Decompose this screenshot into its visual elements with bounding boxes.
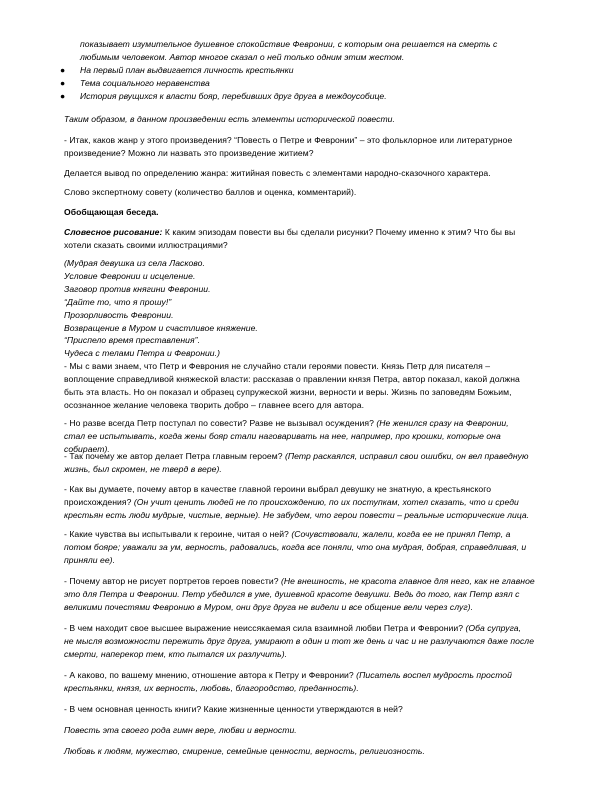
continuation-line: любимым человеком. Автор многое сказал о ней только одним этим жестом.: [80, 51, 405, 62]
author-attitude-paragraph: - А каково, по вашему мнению, отношение автора к Петру и Февронии? (Писатель воспел мудрость простой крестьянки, князя, их верность, любовь, благородство, преданность).: [64, 670, 512, 693]
episode-list: [64, 257, 546, 360]
final-values-paragraph: Любовь к людям, мужество, смирение, семейные ценности, верность, религиозность.: [64, 746, 425, 756]
feelings-paragraph: - Какие чувства вы испытывали к героине, читая о ней? (Сочувствовали, жалели, когда ее не принял Петр, а потом бояре; уважали за ум, верность, радовались, когда все поняли, что она мудрая, добрая, справедливая, и приняли ее).: [64, 529, 527, 565]
expert-council-paragraph: Слово экспертному совету (количество баллов и оценка, комментарий).: [64, 187, 357, 197]
verbal-drawing-paragraph: Словесное рисование: К каким эпизодам повести вы бы сделали рисунки? Почему именно к этим? Что бы вы хотели сказать своими иллюстрациями?: [64, 227, 516, 250]
bullet-icon: ●: [60, 65, 66, 75]
list-item: (Мудрая девушка из села Ласково.: [64, 258, 205, 268]
bullet-icon: ●: [60, 77, 66, 88]
continuation-text: [80, 38, 550, 64]
genre-conclusion-paragraph: Делается вывод по определению жанра: житийная повесть с элементами народно-сказочного характера.: [64, 168, 491, 178]
list-item: Возвращение в Муром и счастливое княжение.: [64, 322, 258, 333]
main-hero-question-paragraph: - Так почему же автор делает Петра главным героем? (Петр раскаялся, исправил свои ошибки, он вел праведную жизнь, был скромен, не тверд в вере).: [64, 451, 529, 474]
list-item: “Приспело время преставления”.: [64, 335, 201, 346]
values-question-paragraph: - В чем основная ценность книги? Какие жизненные ценности утверждаются в ней?: [64, 704, 403, 714]
list-item: ● На первый план выдвигается личность крестьянки: [60, 65, 294, 75]
list-item: ● Тема социального неравенства: [60, 77, 210, 88]
list-item: Прозорливость Февронии.: [64, 309, 174, 320]
list-item: Чудеса с телами Петра и Февронии.): [64, 348, 220, 359]
continuation-line: показывает изумительное душевное спокойствие Февронии, с которым она решается на смерть с: [80, 39, 498, 49]
list-item: Заговор против княгини Февронии.: [64, 283, 211, 294]
love-paragraph: - В чем находит свое высшее выражение неиссякаемая сила взаимной любви Петра и Февронии? (Оба супруга, не мысля возможности пережить друг друга, умирают в один и тот же день и час и не разлучаются даже после смерти, наперекор тем, кто пытался их разлучить).: [64, 623, 535, 659]
list-item: ● История рвущихся к власти бояр, перебивших друг друга в междоусобице.: [60, 90, 387, 101]
peasant-heroine-paragraph: - Как вы думаете, почему автор в качестве главной героини выбрал девушку не знатную, а крестьянского происхождения? (Он учит ценить людей не по происхождению, по их поступкам, хотел сказать, что и среди крестьян есть люди мудрые, чистые, верные). Не забудем, что герои повести – реальные исторические лица.: [64, 484, 530, 520]
section-heading: Обобщающая беседа.: [64, 207, 159, 217]
verbal-drawing-label: Словесное рисование:: [64, 227, 163, 237]
portraits-paragraph: - Почему автор не рисует портретов героев повести? (Не внешность, не красота главное для него, как не главное это для Петра и Февронии. Петр убедился в уме, душевной красоте девушки. Ведь до того, как Петр взял с великими почестями Февронию в Муром, они друг друга не видели и все общение вели через слуг).: [64, 576, 535, 612]
genre-question-paragraph: - Итак, каков жанр у этого произведения? “Повесть о Петре и Февронии” – это фольклорное или литературное произведение? Можно ли назвать это произведение житием?: [64, 135, 513, 158]
conclusion-paragraph: Таким образом, в данном произведении есть элементы исторической повести.: [64, 114, 395, 124]
list-item: “Дайте то, что я прошу!”: [64, 296, 172, 307]
bullet-list: [60, 64, 542, 103]
heroes-paragraph: - Мы с вами знаем, что Петр и Феврония не случайно стали героями повести. Князь Петр для писателя – воплощение справедливой княжеской власти: рассказав о правлении князя Петра, автор показал, какой должна быть эта власть. Но он показал и образец супружеской жизни, верности и веры. Жизнь по заповедям Божьим, осознанное желание человека творить добро – главнее всего для автора.: [64, 361, 520, 410]
hymn-paragraph: Повесть эта своего рода гимн вере, любви и верности.: [64, 725, 297, 735]
list-item: Условие Февронии и исцеление.: [64, 270, 196, 281]
conscience-question-paragraph: - Но разве всегда Петр поступал по совести? Разве не вызывал осуждения? (Не женился сразу на Февронии, стал ее испытывать, когда жены бояр стали наговаривать на нее, например, про крошки, которые она собирает).: [64, 418, 509, 454]
bullet-icon: ●: [60, 90, 66, 101]
